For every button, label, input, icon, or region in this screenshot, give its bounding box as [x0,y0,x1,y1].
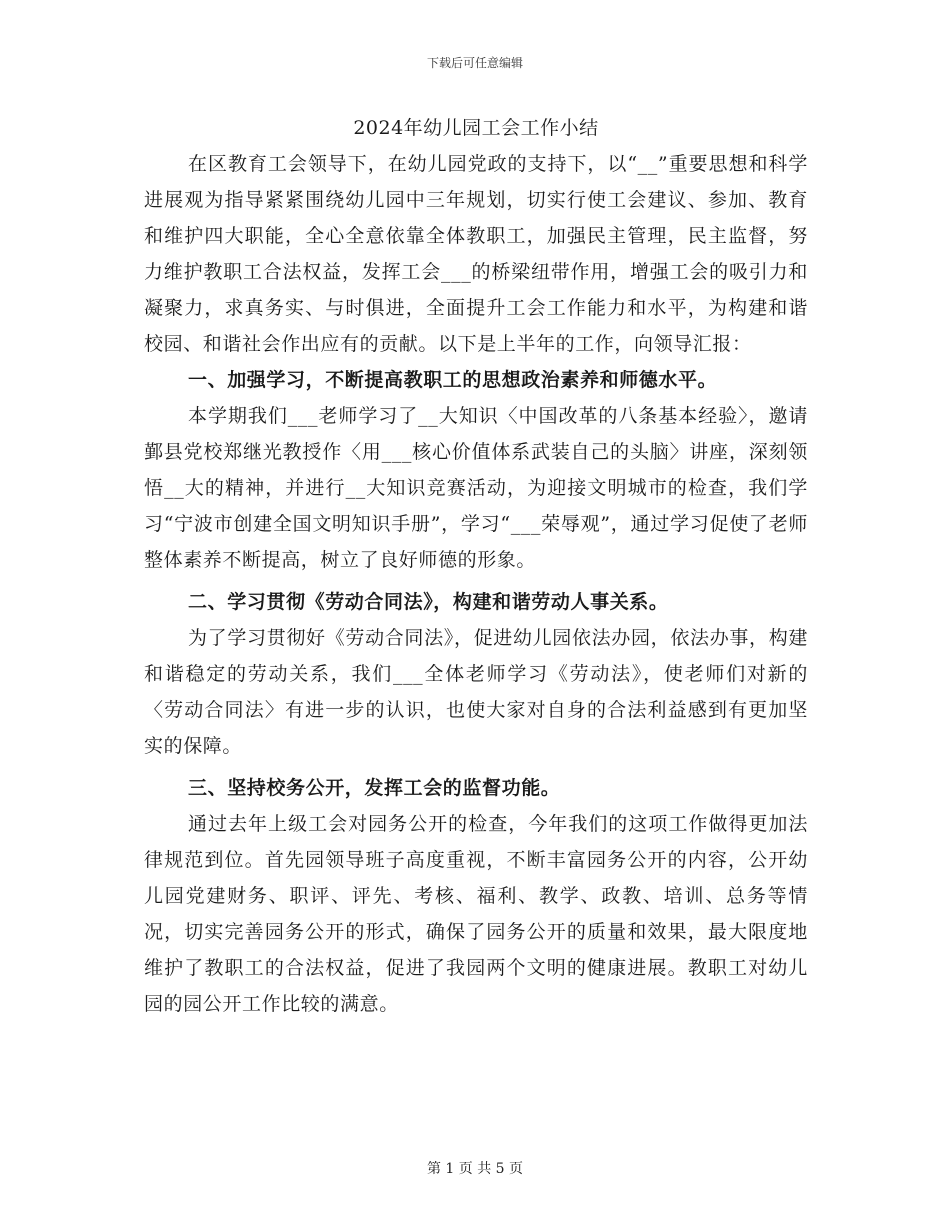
section-body-2: 为了学习贯彻好《劳动合同法》，促进幼儿园依法办园，依法办事，构建和谐稳定的劳动关系，我们___全体老师学习《劳动法》，使老师们对新的〈劳动合同法〉有进一步的认识，也使大家对自身的合法利益感到有更加坚实的保障。 [144,627,808,757]
document-title: 2024年幼儿园工会工作小结 [353,117,599,139]
section-heading-2: 二、学习贯彻《劳动合同法》，构建和谐劳动人事关系。 [188,591,669,613]
section-body-1: 本学期我们___老师学习了__大知识〈中国改革的八条基本经验〉，邀请鄞县党校郑继光教授作〈用___核心价值体系武装自己的头脑〉讲座，深刻领悟__大的精神，并进行__大知识竞赛活动，为迎接文明城市的检查，我们学习“宁波市创建全国文明知识手册”，学习“___荣辱观”，通过学习促使了老师整体素养不断提高，树立了良好师德的形象。 [144,405,808,571]
section-body-3: 通过去年上级工会对园务公开的检查，今年我们的这项工作做得更加法律规范到位。首先园领导班子高度重视，不断丰富园务公开的内容，公开幼儿园党建财务、职评、评先、考核、福利、教学、政教、培训、总务等情况，切实完善园务公开的形式，确保了园务公开的质量和效果，最大限度地维护了教职工的合法权益，促进了我园两个文明的健康进展。教职工对幼儿园的园公开工作比较的满意。 [144,813,808,1015]
page-footer: 第 1 页 共 5 页 [426,1161,524,1177]
section-heading-1: 一、加强学习，不断提高教职工的思想政治素养和师德水平。 [188,369,718,391]
header-note: 下载后可任意编辑 [426,56,523,70]
intro-paragraph: 在区教育工会领导下，在幼儿园党政的支持下，以“__”重要思想和科学进展观为指导紧紧围绕幼儿园中三年规划，切实行使工会建议、参加、教育和维护四大职能，全心全意依靠全体教职工，加强民主管理，民主监督，努力维护教职工合法权益，发挥工会___的桥梁纽带作用，增强工会的吸引力和凝聚力，求真务实、与时俱进，全面提升工会工作能力和水平，为构建和谐校园、和谐社会作出应有的贡献。以下是上半年的工作，向领导汇报： [144,153,808,355]
document-body [144,110,808,1022]
section-heading-3: 三、坚持校务公开，发挥工会的监督功能。 [188,777,561,799]
